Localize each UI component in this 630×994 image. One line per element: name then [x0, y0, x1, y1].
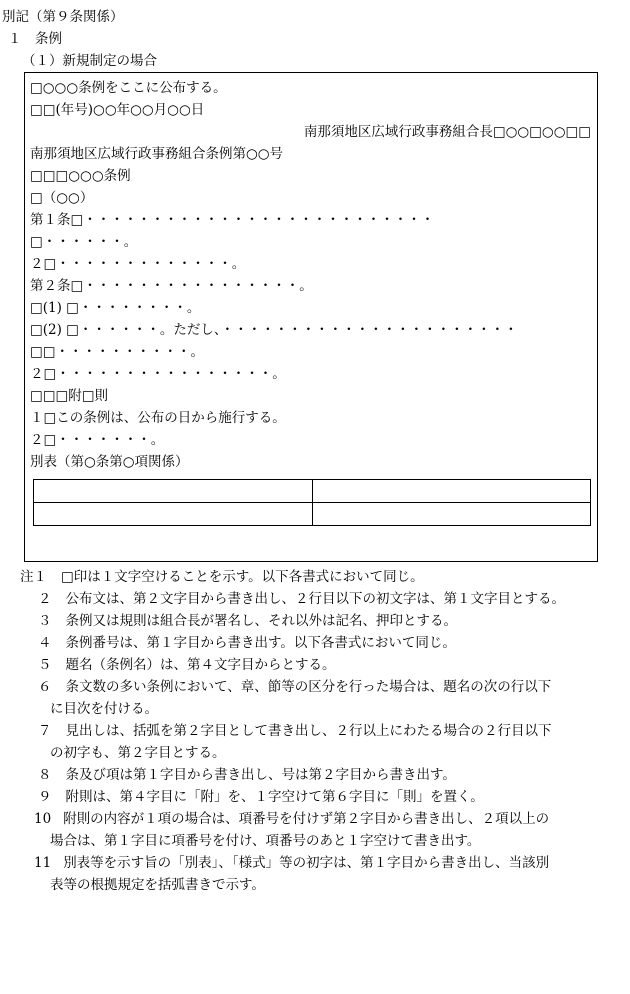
note-1 [20, 566, 424, 588]
article-1-para-2-line: ２□・・・・・・・・・・・・・。 [30, 256, 246, 272]
note-7 [38, 720, 552, 742]
note-6 [38, 676, 551, 698]
article-1-line: 第１条□・・・・・・・・・・・・・・・・・・・・・・・・・・ [30, 212, 435, 228]
note-text: 条及び項は第１字目から書き出し、号は第２字目から書き出す。 [65, 767, 456, 783]
header-title: 別記（第９条関係） [2, 9, 124, 25]
table-cell [312, 503, 591, 526]
note-6-continuation: に目次を付ける。 [50, 701, 158, 717]
table-cell [34, 480, 313, 503]
note-number: ４ [38, 635, 52, 651]
article-2-para-2-line: ２□・・・・・・・・・・・・・・・・。 [30, 366, 286, 382]
note-number: ２ [38, 591, 52, 607]
item-1-line: □(1) □・・・・・・・・。 [30, 300, 201, 316]
note-text: 別表等を示す旨の「別表」、「様式」等の初字は、第１字目から書き出し、当該別 [63, 855, 550, 871]
supplementary-1-line: １□この条例は、公布の日から施行する。 [30, 410, 286, 426]
note-8 [38, 764, 456, 786]
signatory-line: 南那須地区広域行政事務組合長□○○□○○□□ [303, 124, 591, 140]
note-11-continuation: 表等の根拠規定を括弧書きで示す。 [50, 877, 265, 893]
article-2-line: 第２条□・・・・・・・・・・・・・・・・。 [30, 278, 313, 294]
promulgation-line: □○○○条例をここに公布する。 [30, 80, 227, 96]
note-text: 見出しは、括弧を第２字目として書き出し、２行以上にわたる場合の２行目以下 [65, 723, 552, 739]
supplementary-heading-line: □□□附□則 [30, 388, 109, 404]
table-row [34, 503, 591, 526]
subsection-heading: （１）新規制定の場合 [22, 53, 157, 69]
table-cell [312, 480, 591, 503]
note-text: 公布文は、第２文字目から書き出し、２行目以下の初文字は、第１文字目とする。 [65, 591, 565, 607]
note-text: 附則は、第４字目に「附」を、１字空けて第６字目に「則」を置く。 [65, 789, 484, 805]
note-3 [38, 610, 457, 632]
caption-line: □（○○） [30, 190, 94, 206]
note-text: 附則の内容が１項の場合は、項番号を付けず第２字目から書き出し、２項以上の [63, 811, 550, 827]
item-2-line: □(2) □・・・・・・。ただし、・・・・・・・・・・・・・・・・・・・・・・ [30, 322, 518, 338]
note-text: □印は１文字空けることを示す。以下各書式において同じ。 [61, 569, 424, 585]
note-7-continuation: の初字も、第２字目とする。 [50, 745, 226, 761]
ordinance-number-line: 南那須地区広域行政事務組合条例第○○号 [30, 146, 284, 162]
ordinance-title-line: □□□○○○条例 [30, 168, 131, 184]
note-10 [34, 808, 549, 830]
note-number: 10 [34, 811, 52, 827]
note-11 [34, 852, 549, 874]
note-text: 題名（条例名）は、第４文字目からとする。 [65, 657, 336, 673]
note-number: ５ [38, 657, 52, 673]
note-number: ９ [38, 789, 52, 805]
appended-table [33, 479, 591, 526]
note-number: ３ [38, 613, 52, 629]
item-2-cont-line: □□・・・・・・・・・・。 [30, 344, 205, 360]
note-text: 条文数の多い条例において、章、節等の区分を行った場合は、題名の次の行以下 [65, 679, 552, 695]
note-9 [38, 786, 484, 808]
note-number: 11 [34, 855, 52, 871]
article-1-cont-line: □・・・・・・。 [30, 234, 138, 250]
note-2 [38, 588, 565, 610]
supplementary-2-line: ２□・・・・・・・。 [30, 432, 165, 448]
note-number: ６ [38, 679, 52, 695]
note-5 [38, 654, 336, 676]
note-number: ７ [38, 723, 52, 739]
note-text: 条例又は規則は組合長が署名し、それ以外は記名、押印とする。 [65, 613, 457, 629]
date-line: □□(年号)○○年○○月○○日 [30, 102, 205, 118]
note-number: ８ [38, 767, 52, 783]
section-heading: １ 条例 [8, 31, 62, 47]
note-number: 注１ [20, 569, 47, 585]
table-row [34, 480, 591, 503]
ordinance-form-frame [24, 72, 598, 562]
note-4 [38, 632, 456, 654]
note-10-continuation: 場合は、第１字目に項番号を付け、項番号のあと１字空けて書き出す。 [50, 833, 481, 849]
note-text: 条例番号は、第１字目から書き出す。以下各書式において同じ。 [65, 635, 456, 651]
appended-table-heading: 別表（第○条第○項関係） [30, 454, 189, 470]
table-cell [34, 503, 313, 526]
